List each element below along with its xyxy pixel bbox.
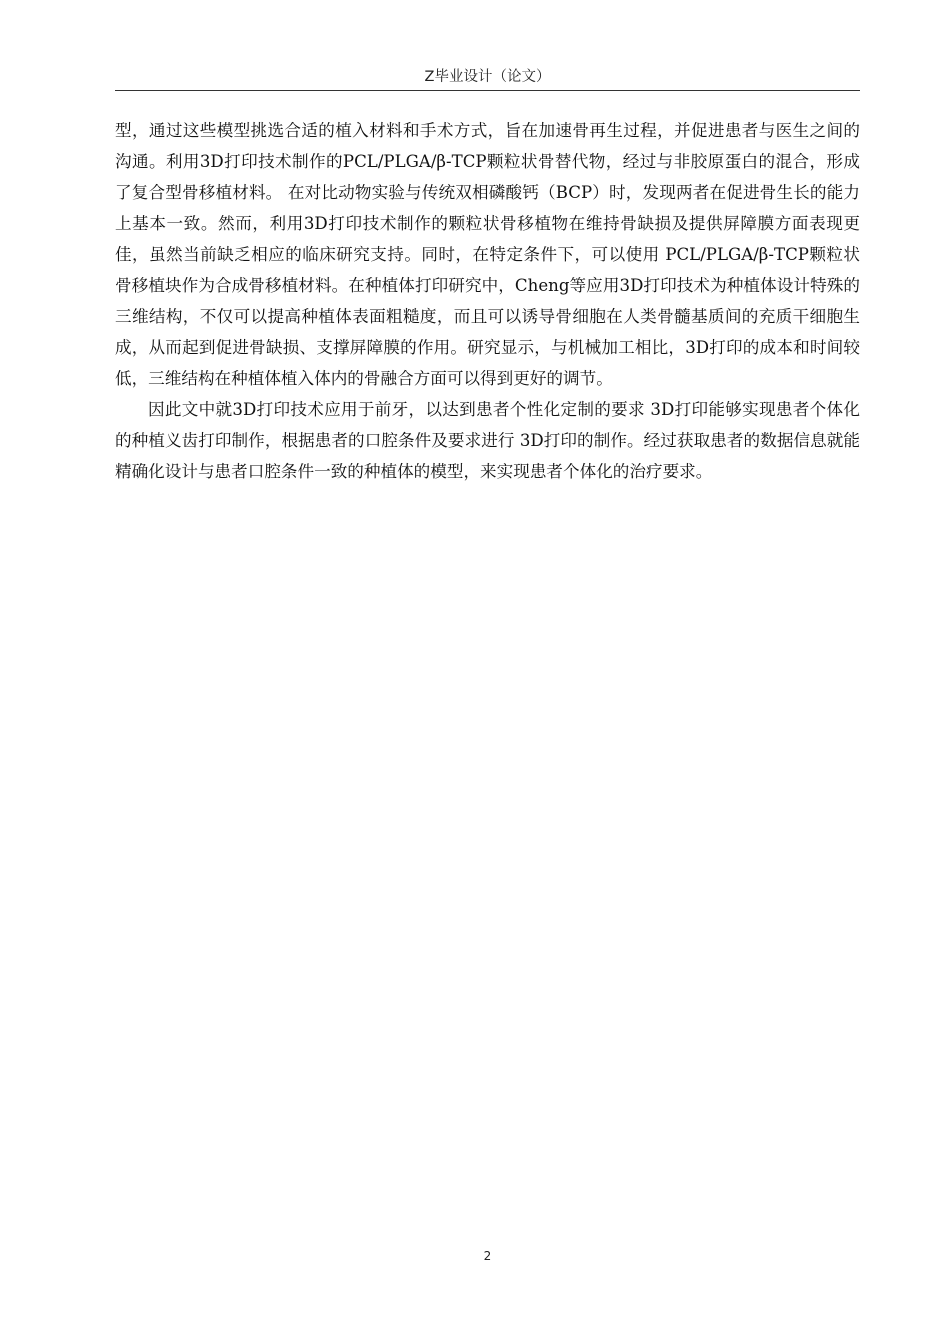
running-header: Z毕业设计（论文）	[424, 69, 551, 85]
paragraph-continued: 型，通过这些模型挑选合适的植入材料和手术方式，旨在加速骨再生过程，并促进患者与医生之间的沟通。利用3D打印技术制作的PCL/PLGA/β-TCP颗粒状骨替代物，经过与非胶原蛋白的混合，形成了复合型骨移植材料。 在对比动物实验与传统双相磷酸钙（BCP）时，发现两者在促进骨生长的能力上基本一致。然而，利用3D打印技术制作的颗粒状骨移植物在维持骨缺损及提供屏障膜方面表现更佳，虽然当前缺乏相应的临床研究支持。同时，在特定条件下，可以使用 PCL/PLGA/β-TCP颗粒状骨移植块作为合成骨移植材料。在种植体打印研究中，Cheng等应用3D打印技术为种植体设计特殊的三维结构，不仅可以提高种植体表面粗糙度，而且可以诱导骨细胞在人类骨髓基质间的充质干细胞生成，从而起到促进骨缺损、支撑屏障膜的作用。研究显示，与机械加工相比，3D打印的成本和时间较低，三维结构在种植体植入体内的骨融合方面可以得到更好的调节。	[115, 121, 860, 388]
paragraph: 因此文中就3D打印技术应用于前牙，以达到患者个性化定制的要求 3D打印能够实现患者个体化的种植义齿打印制作，根据患者的口腔条件及要求进行 3D打印的制作。经过获取患者的数据信息就能精确化设计与患者口腔条件一致的种植体的模型，来实现患者个体化的治疗要求。	[115, 400, 860, 481]
page-number: 2	[483, 1249, 492, 1263]
body-text	[115, 115, 860, 487]
header-divider	[115, 90, 860, 91]
